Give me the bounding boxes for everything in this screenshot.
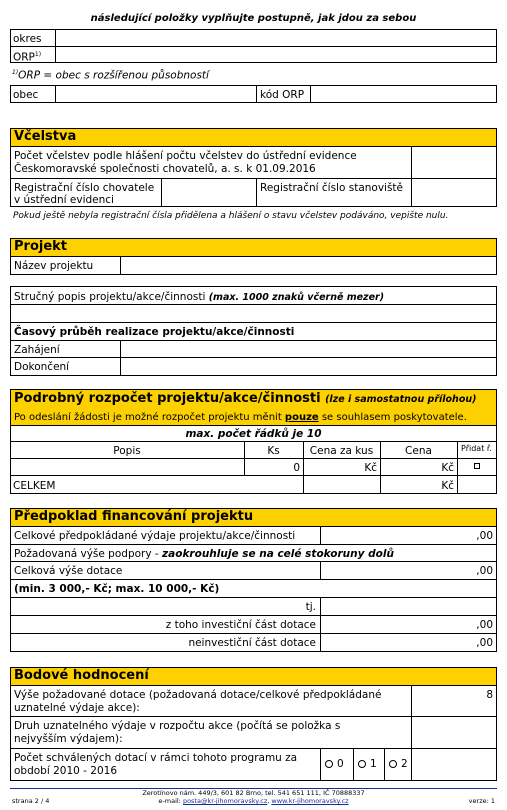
zahajeni-field[interactable] — [121, 341, 496, 356]
zahajeni-label: Zahájení — [14, 344, 60, 356]
footer-contact: e-mail: posta@kr-jihomoravsky.cz, www.kr-jihomoravsky.cz — [158, 797, 349, 805]
orp-label: ORP$^{1)}$ — [13, 51, 42, 64]
footer-address: Zerotínovo nám. 449/3, 601 82 Brno, tel. 541 651 111, IČ 70888337 — [142, 789, 365, 797]
nazev-projektu-field[interactable] — [121, 257, 496, 273]
pocet-dotaci-label-2: období 2010 - 2016 — [14, 765, 118, 777]
druh-vydaje-label-2: nejvyšším výdajem): — [14, 733, 123, 745]
pocet-dotaci-radio-2[interactable] — [389, 760, 397, 768]
pocet-dotaci-label-1: Počet schválených dotací v rámci tohoto programu za — [14, 752, 298, 764]
pozadovana-podpora-label: Požadovaná výše podpory - zaokrouhluje se na celé stokoruny dolů — [14, 548, 394, 560]
kod-orp-field[interactable] — [311, 86, 496, 101]
reg-chovatel-label-1: Registrační číslo chovatele — [14, 182, 155, 194]
celkove-vydaje-field[interactable]: ,00 — [476, 530, 493, 542]
vcelstva-note: Pokud ještě nebyla registrační čísla přidělena a hlášení o stavu včelstev podáváno, vepište nulu. — [13, 211, 449, 221]
kod-orp-label: kód ORP — [260, 89, 305, 101]
celkem-label: CELKEM — [13, 480, 56, 492]
pocet-dotaci-radio-1[interactable] — [358, 760, 366, 768]
celkova-dotace-field[interactable]: ,00 — [476, 565, 493, 577]
dotace-limit-label: (min. 3 000,- Kč; max. 10 000,- Kč) — [14, 583, 220, 595]
section-title-vcelstva: Včelstva — [14, 129, 77, 144]
tj-label: tj. — [305, 601, 316, 613]
footer-version: verze: 1 — [468, 797, 495, 805]
budget-row-price: Kč — [441, 462, 454, 474]
orp-field[interactable] — [56, 47, 496, 62]
budget-row-unit-price-field[interactable]: Kč — [364, 462, 377, 474]
pocet-dotaci-option-1: 1 — [370, 758, 377, 770]
vyse-dotace-score: 8 — [486, 689, 493, 701]
druh-vydaje-label-1: Druh uznatelného výdaje v rozpočtu akce (počítá se položka s — [14, 720, 341, 732]
section-title-rozpocet: Podrobný rozpočet projektu/akce/činnosti (lze i samostatnou přílohou) — [14, 391, 477, 406]
col-popis: Popis — [113, 445, 141, 457]
max-rows-note: max. počet řádků je 10 — [185, 428, 322, 440]
section-title-projekt: Projekt — [14, 239, 68, 254]
footer-web-link[interactable]: www.kr-jihomoravsky.cz — [271, 797, 349, 805]
section-title-financovani: Předpoklad financování projektu — [14, 509, 254, 524]
obec-label: obec — [13, 89, 39, 101]
reg-stanoviste-label: Registrační číslo stanoviště — [260, 182, 404, 194]
pocet-dotaci-option-0: 0 — [337, 758, 344, 770]
investicni-field[interactable]: ,00 — [476, 619, 493, 631]
form-instruction: následující položky vyplňujte postupně, jak jdou za sebou — [90, 13, 417, 24]
casovy-prubeh-label: Časový průběh realizace projektu/akce/činnosti — [14, 326, 295, 338]
investicni-label: z toho investiční část dotace — [165, 619, 316, 631]
add-row-checkbox[interactable] — [474, 463, 480, 469]
rozpocet-note: Po odeslání žádosti je možné rozpočet projektu měnit pouze se souhlasem poskytovatele. — [14, 412, 467, 423]
reg-chovatel-label-2: v ústřední evidenci — [14, 194, 114, 206]
vyse-dotace-label-1: Výše požadované dotace (požadovaná dotace/celkové předpokládané — [14, 689, 382, 701]
okres-field[interactable] — [56, 30, 496, 45]
pocet-dotaci-option-2: 2 — [401, 758, 408, 770]
druh-vydaje-field[interactable] — [412, 717, 496, 747]
tj-field[interactable] — [321, 598, 496, 614]
neinvesticni-label: neinvestiční část dotace — [188, 637, 316, 649]
nazev-projektu-label: Název projektu — [14, 260, 94, 272]
okres-label: okres — [13, 33, 42, 45]
vyse-dotace-label-2: uznatelné výdaje akce): — [14, 702, 140, 714]
budget-row-popis-field[interactable] — [11, 459, 244, 474]
vcelstva-count-field[interactable] — [412, 147, 496, 177]
col-cena: Cena — [405, 445, 432, 457]
dokonceni-label: Dokončení — [14, 361, 70, 373]
reg-chovatel-field[interactable] — [162, 179, 256, 205]
popis-projektu-field[interactable] — [11, 305, 496, 321]
popis-projektu-label: Stručný popis projektu/akce/činnosti (max. 1000 znaků včerně mezer) — [14, 291, 385, 303]
footer-page-number: strana 2 / 4 — [12, 797, 50, 805]
footer-email-link[interactable]: posta@kr-jihomoravsky.cz — [182, 797, 268, 805]
col-pridat-radek: Přidat ř. — [461, 444, 492, 453]
celkove-vydaje-label: Celkové předpokládané výdaje projektu/akce/činnosti — [14, 530, 296, 542]
vcelstva-count-label-1: Počet včelstev podle hlášení počtu včelstev do ústřední evidence — [14, 150, 357, 162]
celkova-dotace-label: Celková výše dotace — [14, 565, 123, 577]
vcelstva-count-label-2: Českomoravské společnosti chovatelů, a. s. k 01.09.2016 — [14, 163, 316, 175]
section-title-hodnoceni: Bodové hodnocení — [14, 668, 149, 683]
dokonceni-field[interactable] — [121, 358, 496, 374]
budget-row-ks-field[interactable]: 0 — [293, 462, 300, 474]
col-cena-za-kus: Cena za kus — [309, 445, 374, 457]
orp-footnote: $^{1)}$ORP = obec s rozšířenou působností — [12, 69, 209, 82]
pocet-dotaci-radio-0[interactable] — [325, 760, 333, 768]
obec-field[interactable] — [56, 86, 256, 101]
col-ks: Ks — [267, 445, 280, 457]
celkem-value: Kč — [441, 480, 454, 492]
neinvesticni-field[interactable]: ,00 — [476, 637, 493, 649]
reg-stanoviste-field[interactable] — [412, 179, 496, 205]
